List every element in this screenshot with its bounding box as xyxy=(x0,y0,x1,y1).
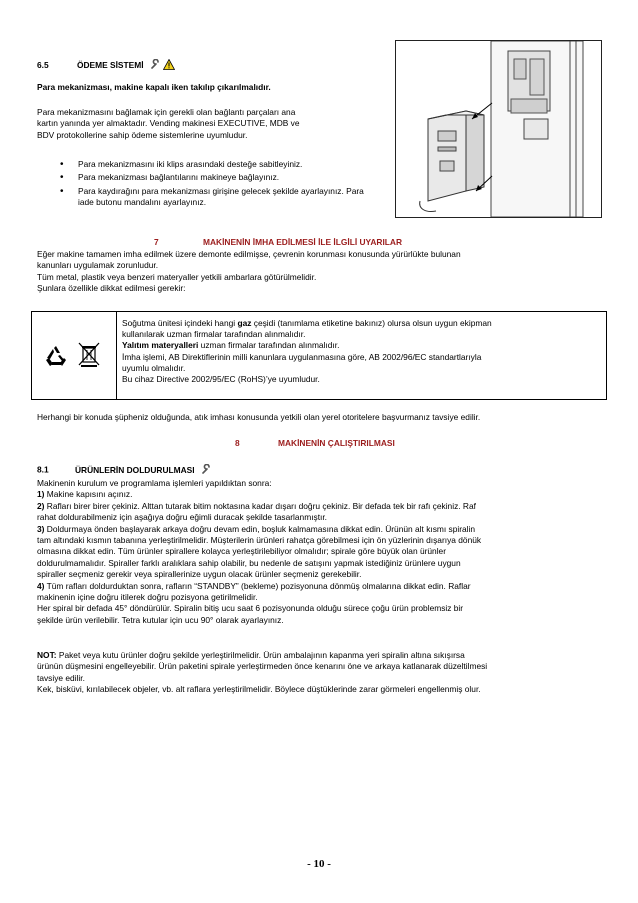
text-span: uzman firmalar tarafından alınmalıdır. xyxy=(198,340,340,351)
section-title: MAKİNENİN ÇALIŞTIRILMASI xyxy=(278,438,395,448)
advice-line: Herhangi bir konuda şüpheniz olduğunda, atık imhası konusunda yetkili olan yerel otoritelere başvurmanız tavsiye edilir. xyxy=(37,412,481,422)
section-7-heading xyxy=(154,237,402,247)
section-number: 7 xyxy=(154,237,159,247)
text-span: Rafları birer birer çekiniz. Alttan tutarak bitim noktasına kadar dışarı doğru çekiniz. Bir defada tek bir rafı çekiniz. Raf xyxy=(46,500,476,511)
bold-term: gaz xyxy=(237,318,252,328)
text-line xyxy=(122,318,600,329)
text-line: uyumlu olmalıdır. xyxy=(122,362,186,373)
step-4 xyxy=(37,581,603,592)
section-8-heading xyxy=(235,438,395,448)
step-number: 2) xyxy=(37,500,45,511)
text-line: Eğer makine tamamen imha edilmek üzere demonte edilmişse, çevrenin korunması konusunda yürürlükte bulunan xyxy=(37,249,461,259)
list-item: • Para kaydırağını para mekanizması girişine gelecek şekilde ayarlayınız. Para iade butonu mandalını ayarlayınız. xyxy=(60,186,380,209)
disposal-notice-box xyxy=(31,311,607,400)
bold-warning-line: Para mekanizması, makine kapalı iken takılıp çıkarılmalıdır. xyxy=(37,82,271,92)
section-title: ÖDEME SİSTEMİ xyxy=(76,60,144,71)
filling-instructions xyxy=(37,478,603,626)
step-number: 1) xyxy=(37,489,45,500)
section-6-5-heading xyxy=(37,59,175,73)
text-line: Kek, bisküvi, kırılabilecek objeler, vb. alt raflara yerleştirilmelidir. Böylece düştüklerinde zarar görmeleri engellenmiş olur. xyxy=(37,684,481,695)
bullet-list xyxy=(60,159,380,211)
text-line: BDV protokollerine sahip ödeme sistemlerine uyumludur. xyxy=(37,129,248,140)
wrench-icon xyxy=(201,464,212,477)
text-line: olmasına dikkat edin. Tüm ürünler spirallere kolayca yerleştirilebiliyor olmalıdır; spirale göre büyük olan ürünler xyxy=(37,546,447,557)
disposal-notice-text xyxy=(122,318,600,385)
note-paragraph xyxy=(37,650,603,696)
text-line: kanunları uygulamak zorunludur. xyxy=(37,260,159,271)
warning-icon xyxy=(163,59,175,73)
text-line: tavsiye edilir. xyxy=(37,672,85,683)
text-line: spiraller seçmeniz gerekir veya spirallerinize uygun olacak ürünler seçmeniz gerekebilir. xyxy=(37,569,362,580)
text-span: çeşidi (tanımlama etiketine bakınız) olursa olsun uygun ekipman xyxy=(251,318,492,328)
note-label: NOT: xyxy=(37,650,57,660)
text-line: makinenin içine doğru itilerek doğru pozisyona getirilmelidir. xyxy=(37,592,258,603)
step-number: 3) xyxy=(37,523,45,534)
intro-line: Makinenin kurulum ve programlama işlemleri yapıldıktan sonra: xyxy=(37,478,272,488)
step-number: 4) xyxy=(37,580,45,591)
text-line: Her spiral bir defada 45° döndürülür. Spiralin bitiş ucu saat 6 pozisyonunda olduğu sürece çoğu ürün problemsiz bir xyxy=(37,603,464,614)
text-line: Bu cihaz Directive 2002/95/EC (RoHS)’ye uyumludur. xyxy=(122,374,320,385)
recycle-icon xyxy=(44,345,68,369)
page-number: - 10 - xyxy=(307,858,331,870)
text-line: kartın yanında yer almaktadır. Vending makinesi EXECUTIVE, MDB ve xyxy=(37,118,300,129)
text-line: tam altındaki kısmın tabanına yerleştirilmelidir. Müşterilerin ürünleri rahatça görebilmesi için ön yüzlerinin dışarıya dönük xyxy=(37,535,482,546)
list-item: • Para mekanizması bağlantılarını makineye bağlayınız. xyxy=(60,172,380,183)
text-span: Paket veya kutu ürünler doğru şekilde yerleştirilmelidir. Ürün ambalajının kapanma yeri spiralin altına sıkışırsa xyxy=(56,650,465,660)
section-title: MAKİNENİN İMHA EDİLMESİ İLE İLGİLİ UYARILAR xyxy=(203,237,402,247)
text-line: rahat doldurabilmeniz için aşağıya doğru eğimli duracak şekilde tasarlanmıştır. xyxy=(37,512,328,523)
step-3 xyxy=(37,524,603,535)
text-line: ürünün düşmesini engelleyebilir. Ürün paketini spirale yerleştirmeden önce kenarını öne ve arkaya katlanarak düzeltilmesi xyxy=(37,661,488,672)
text-line: doldurulmamalıdır. Spiraller farklı aralıklara sahip olabilir, bu nedenle de satışını yapmak istediğiniz ürünlere uygun xyxy=(37,557,461,568)
machine-illustration xyxy=(396,41,601,217)
text-line: Para mekanizmasını bağlamak için gerekli olan bağlantı parçaları ana xyxy=(37,107,296,117)
coin-mechanism-figure xyxy=(395,40,602,218)
section-title: ÜRÜNLERİN DOLDURULMASI xyxy=(74,464,195,475)
list-item: • Para mekanizmasını iki klips arasındaki desteğe sabitleyiniz. xyxy=(60,159,380,170)
text-span: Makine kapısını açınız. xyxy=(46,489,133,500)
text-line: şekilde ürün verilebilir. Tetra kutular için ucu 90° olarak ayarlayınız. xyxy=(37,614,284,625)
text-span: Tüm rafları doldurduktan sonra, rafların “STANDBY” (bekleme) pozisyonuna dönmüş olmalarına dikkat edin. Raflar xyxy=(46,580,471,591)
disposal-paragraph xyxy=(37,249,603,295)
text-span: Soğutma ünitesi içindeki hangi xyxy=(122,318,238,328)
crossed-bin-icon xyxy=(78,342,100,370)
section-number: 8 xyxy=(235,438,240,448)
step-1 xyxy=(37,489,603,500)
payment-paragraph xyxy=(37,107,387,141)
text-line: kullanılarak uzman firmalar tarafından alınmalıdır. xyxy=(122,329,306,340)
section-number: 8.1 xyxy=(37,464,49,475)
text-span: Doldurmaya önden başlayarak arkaya doğru devam edin, boşluk kalmamasına dikkat edin. Ürünün alt kısmı spiralin xyxy=(46,523,476,534)
text-line: Şunlara özellikle dikkat edilmesi gerekir: xyxy=(37,283,186,294)
disposal-icons-cell xyxy=(32,312,117,399)
section-number: 6.5 xyxy=(37,60,49,71)
text-line xyxy=(37,650,603,661)
text-line: Tüm metal, plastik veya benzeri materyaller yetkili ambarlara götürülmelidir. xyxy=(37,271,317,282)
text-line: İmha işlemi, AB Direktiflerinin milli kanunlara uygulanmasına göre, AB 2002/96/EC standartlarıyla xyxy=(122,351,482,362)
section-8-1-heading xyxy=(37,464,212,477)
step-2 xyxy=(37,501,603,512)
bold-term: Yalıtım materyalleri xyxy=(122,340,199,351)
text-line xyxy=(122,340,600,351)
wrench-icon xyxy=(150,59,161,73)
